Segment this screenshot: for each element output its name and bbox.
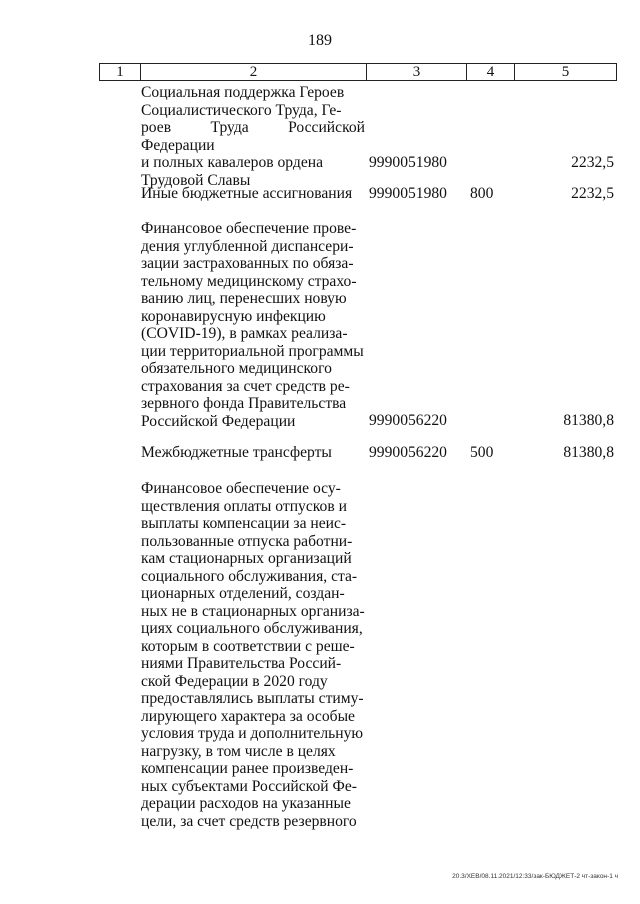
desc-line: (COVID-19), в рамках реализа- xyxy=(141,325,348,342)
header-col-4: 4 xyxy=(467,64,515,80)
row-expense-type: 500 xyxy=(470,444,494,461)
header-col-5: 5 xyxy=(561,64,570,80)
desc-line: ществления оплаты отпусков и xyxy=(141,497,347,515)
desc-line: нагрузку, в том числе в целях xyxy=(141,742,336,760)
row-code: 9990051980 xyxy=(369,185,447,202)
desc-line: ской Федерации в 2020 году xyxy=(141,672,328,690)
desc-line: ционарных отделений, создан- xyxy=(141,585,345,602)
header-col-1: 1 xyxy=(100,64,141,80)
row-description xyxy=(141,220,365,430)
header-col-2: 2 xyxy=(141,64,367,80)
desc-line: Социалистического Труда, Ге- xyxy=(141,101,342,119)
desc-line: Финансовое обеспечение осу- xyxy=(141,480,341,497)
table-header xyxy=(99,63,617,81)
row-description xyxy=(141,84,365,189)
row-amount: 81380,8 xyxy=(563,444,614,461)
desc-line: выплаты компенсации за неис- xyxy=(141,515,347,532)
row-code: 9990056220 xyxy=(369,412,447,429)
row-description xyxy=(141,480,365,830)
desc-line: социального обслуживания, ста- xyxy=(141,567,358,585)
header-col-3: 3 xyxy=(367,64,467,80)
desc-line: компенсации ранее произведен- xyxy=(141,760,354,777)
desc-line: зервного фонда Правительства xyxy=(141,395,347,412)
row-code: 9990051980 xyxy=(369,154,447,171)
row-expense-type: 800 xyxy=(470,185,494,202)
desc-line: Финансовое обеспечение прове- xyxy=(141,220,357,237)
desc-line: ниями Правительства Россий- xyxy=(141,655,342,672)
desc-line: ных не в стационарных организа- xyxy=(141,602,365,620)
desc-line: Межбюджетные трансферты xyxy=(141,444,332,461)
desc-line: роев Труда Российской Федерации xyxy=(141,119,365,154)
desc-line: цели, за счет средств резервного xyxy=(141,812,357,830)
desc-line: Социальная поддержка Героев xyxy=(141,84,345,101)
desc-line: коронавирусную инфекцию xyxy=(141,307,326,325)
desc-line: Трудовой Славы xyxy=(141,171,251,189)
desc-line: пользованные отпуска работни- xyxy=(141,532,353,550)
desc-line: зации застрахованных по обяза- xyxy=(141,255,354,272)
desc-line: ции территориальной программы xyxy=(141,342,364,360)
desc-line: предоставлялись выплаты стиму- xyxy=(141,690,364,707)
page-number: 189 xyxy=(308,32,332,49)
desc-line: Иные бюджетные ассигнования xyxy=(141,185,353,202)
desc-line: Российской Федерации xyxy=(141,412,296,430)
desc-line: страхования за счет средств ре- xyxy=(141,377,350,395)
desc-line: кам стационарных организаций xyxy=(141,550,352,567)
document-footer-stamp: 20.3/ХЕВ/08.11.2021/12:33/зак-БЮДЖЕТ-2 чт-закон-1 ч xyxy=(452,873,618,880)
desc-line: тельному медицинскому страхо- xyxy=(141,272,357,290)
row-description xyxy=(141,185,365,203)
desc-line: и полных кавалеров ордена xyxy=(141,154,324,171)
row-amount: 81380,8 xyxy=(563,412,614,429)
desc-line: дения углубленной диспансери- xyxy=(141,237,354,255)
desc-line: ванию лиц, перенесших новую xyxy=(141,290,347,307)
row-amount: 2232,5 xyxy=(571,154,614,171)
desc-line: условия труда и дополнительную xyxy=(141,725,364,742)
desc-line: обязательного медицинского xyxy=(141,360,332,377)
row-code: 9990056220 xyxy=(369,444,447,461)
desc-line: циях социального обслуживания, xyxy=(141,620,363,637)
desc-line: ных субъектами Российской Фе- xyxy=(141,777,357,795)
desc-line: лирующего характера за особые xyxy=(141,707,355,725)
desc-line: которым в соответствии с реше- xyxy=(141,637,355,655)
row-description xyxy=(141,444,365,462)
row-amount: 2232,5 xyxy=(571,185,614,202)
desc-line: дерации расходов на указанные xyxy=(141,795,351,812)
